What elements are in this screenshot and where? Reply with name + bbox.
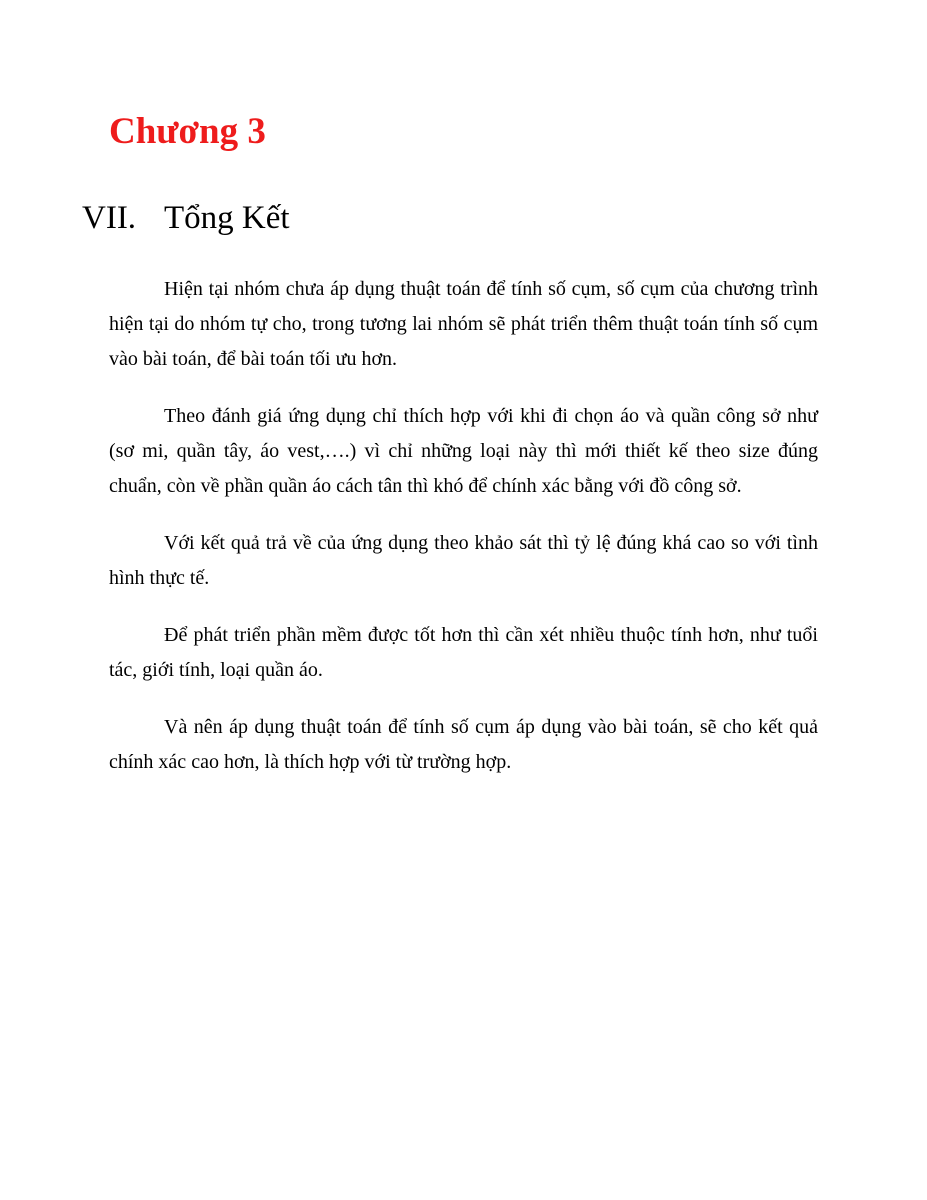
section-number: VII. <box>82 200 137 236</box>
paragraph: Để phát triển phần mềm được tốt hơn thì cần xét nhiều thuộc tính hơn, như tuổi tác, giới tính, loại quần áo. <box>109 624 818 681</box>
chapter-title: Chương 3 <box>109 111 266 152</box>
body-text <box>109 272 818 802</box>
paragraph: Hiện tại nhóm chưa áp dụng thuật toán để tính số cụm, số cụm của chương trình hiện tại do nhóm tự cho, trong tương lai nhóm sẽ phát triển thêm thuật toán tính số cụm vào bài toán, để bài toán tối ưu hơn. <box>109 278 818 370</box>
paragraph: Với kết quả trả về của ứng dụng theo khảo sát thì tỷ lệ đúng khá cao so với tình hình thực tế. <box>109 532 818 589</box>
paragraph: Theo đánh giá ứng dụng chỉ thích hợp với khi đi chọn áo và quần công sở như (sơ mi, quần tây, áo vest,….) vì chỉ những loại này thì mới thiết kế theo size đúng chuẩn, còn về phần quần áo cách tân thì khó để chính xác bằng với đồ công sở. <box>109 405 818 497</box>
paragraph: Và nên áp dụng thuật toán để tính số cụm áp dụng vào bài toán, sẽ cho kết quả chính xác cao hơn, là thích hợp với từ trường hợp. <box>109 716 818 773</box>
section-heading <box>82 196 290 240</box>
section-title: Tổng Kết <box>164 200 290 236</box>
